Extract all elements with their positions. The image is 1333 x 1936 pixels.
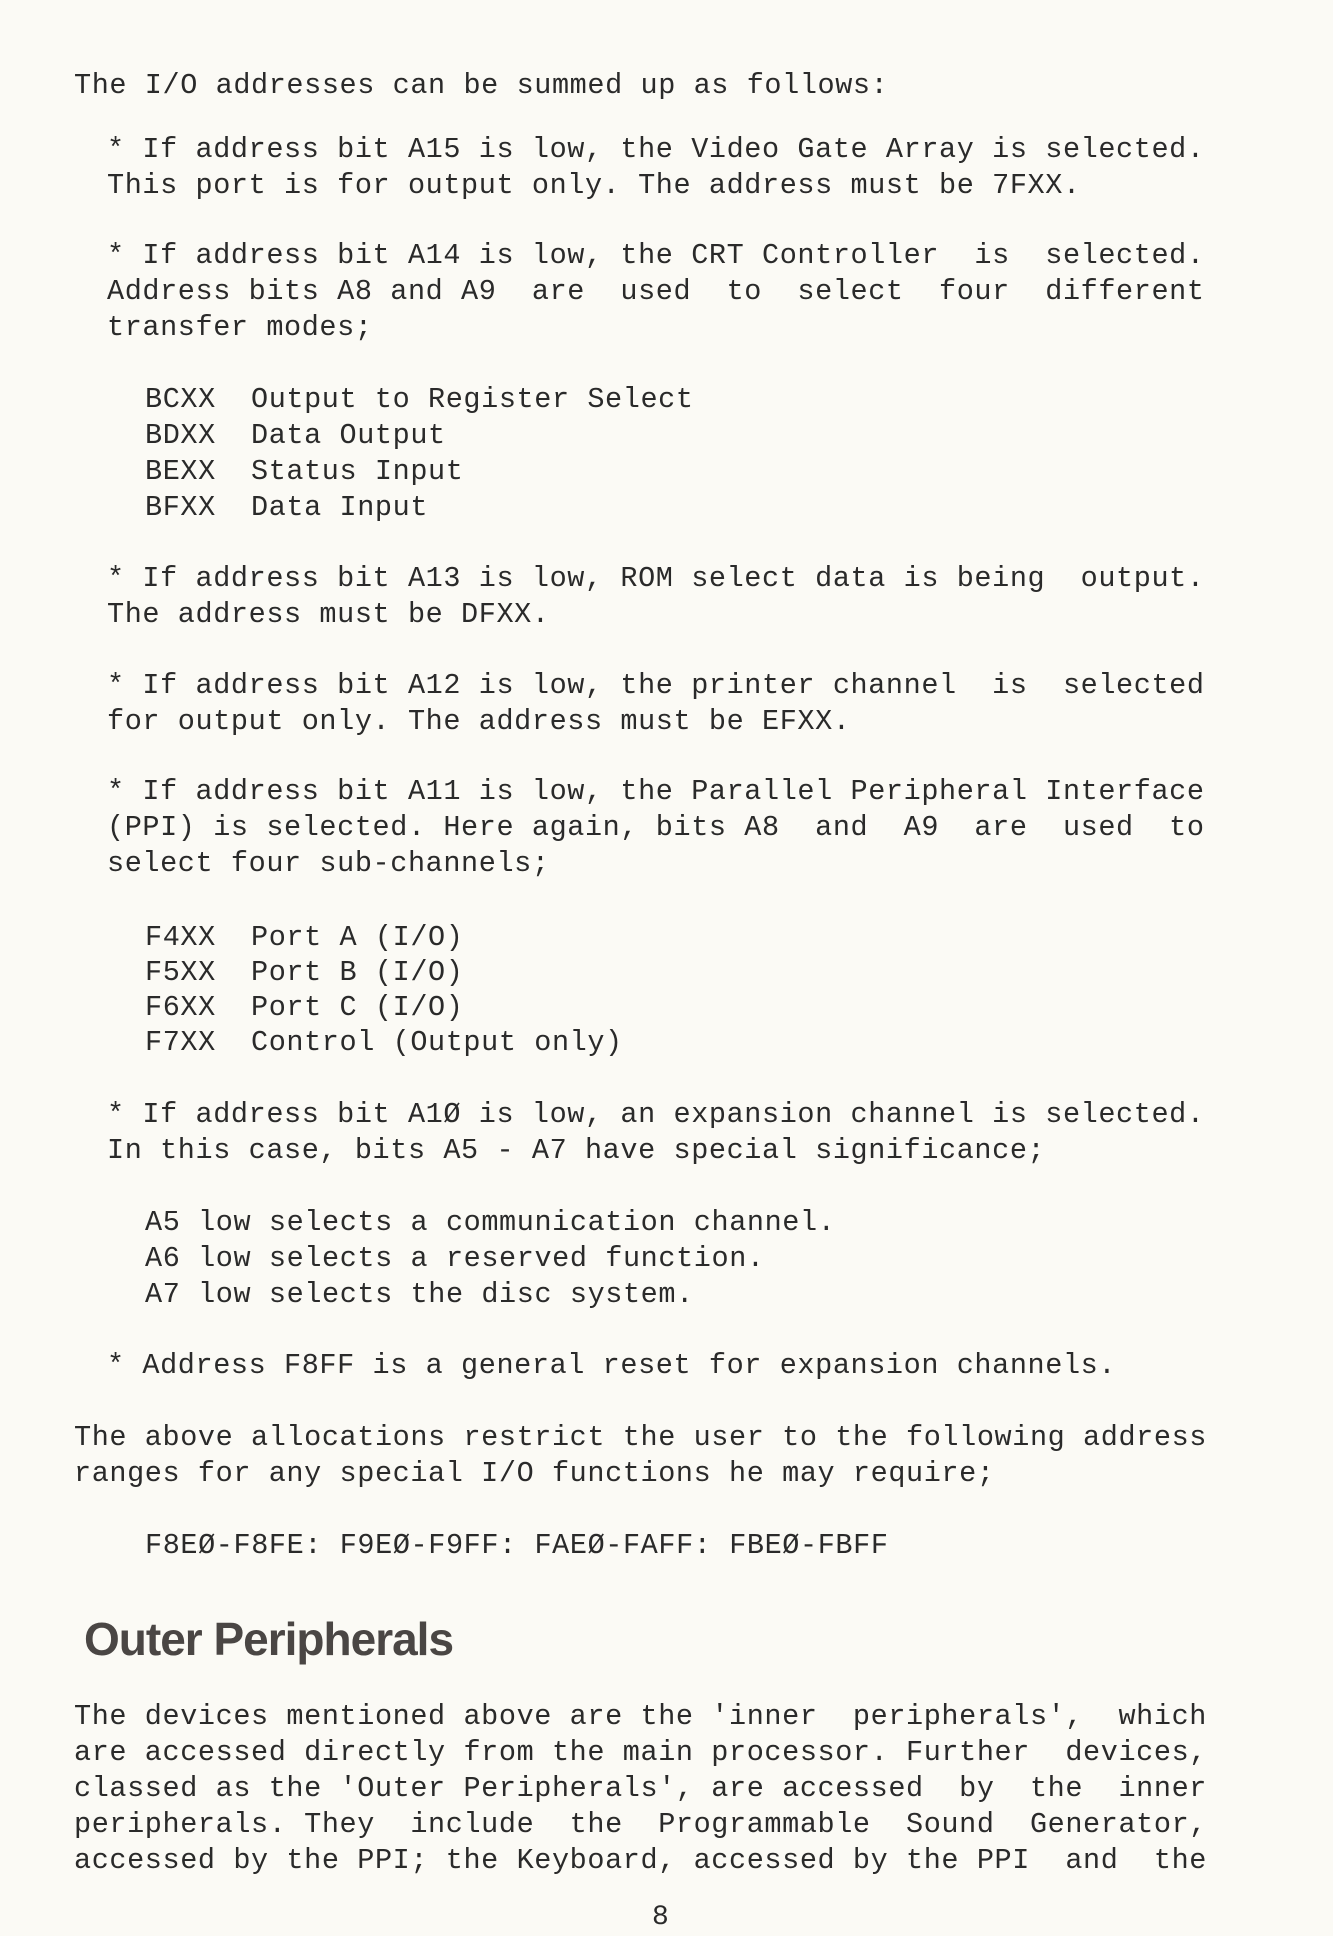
crtc-mode-code: BDXX <box>145 419 216 452</box>
outer-line-2: are accessed directly from the main processor. Further devices, <box>74 1736 1207 1769</box>
expansion-line: A5 low selects a communication channel. <box>145 1206 836 1239</box>
restrict-line-1: The above allocations restrict the user to the following address <box>74 1421 1207 1454</box>
ppi-port-desc: Port C (I/O) <box>251 991 464 1024</box>
a13-line-2: The address must be DFXX. <box>107 598 550 631</box>
expansion-line: A7 low selects the disc system. <box>145 1278 694 1311</box>
ppi-port-code: F4XX <box>145 921 216 954</box>
crtc-mode-desc: Output to Register Select <box>251 383 694 416</box>
crtc-mode-row <box>145 418 446 454</box>
a13-line-1: * If address bit A13 is low, ROM select data is being output. <box>107 562 1205 595</box>
a12-line-1: * If address bit A12 is low, the printer channel is selected <box>107 669 1205 702</box>
expansion-line: A6 low selects a reserved function. <box>145 1242 765 1275</box>
ppi-port-code: F7XX <box>145 1026 216 1059</box>
a11-line-2: (PPI) is selected. Here again, bits A8 and A9 are used to <box>107 811 1205 844</box>
outer-line-5: accessed by the PPI; the Keyboard, accessed by the PPI and the <box>74 1844 1207 1877</box>
a14-line-3: transfer modes; <box>107 311 373 344</box>
ppi-port-row <box>145 920 463 956</box>
crtc-mode-row <box>145 382 694 418</box>
crtc-mode-desc: Data Output <box>251 419 446 452</box>
a14-line-1: * If address bit A14 is low, the CRT Controller is selected. <box>107 239 1205 272</box>
a12-line-2: for output only. The address must be EFXX. <box>107 705 851 738</box>
a11-line-1: * If address bit A11 is low, the Parallel Peripheral Interface <box>107 775 1205 808</box>
outer-line-1: The devices mentioned above are the 'inner peripherals', which <box>74 1700 1207 1733</box>
outer-line-3: classed as the 'Outer Peripherals', are accessed by the inner <box>74 1772 1207 1805</box>
ppi-port-code: F5XX <box>145 956 216 989</box>
page-number: 8 <box>652 1902 669 1933</box>
section-heading: Outer Peripherals <box>84 1613 454 1665</box>
outer-line-4: peripherals. They include the Programmable Sound Generator, <box>74 1808 1207 1841</box>
crtc-mode-code: BFXX <box>145 491 216 524</box>
ppi-port-row <box>145 1025 623 1061</box>
a15-line-2: This port is for output only. The address must be 7FXX. <box>107 169 1081 202</box>
intro-text: The I/O addresses can be summed up as follows: <box>74 69 889 102</box>
crtc-mode-code: BEXX <box>145 455 216 488</box>
crtc-mode-desc: Status Input <box>251 455 464 488</box>
ppi-port-row <box>145 990 463 1026</box>
ppi-port-row <box>145 955 463 991</box>
restrict-line-2: ranges for any special I/O functions he may require; <box>74 1457 995 1490</box>
crtc-mode-row <box>145 490 428 526</box>
crtc-mode-code: BCXX <box>145 383 216 416</box>
address-ranges: F8EØ-F8FE: F9EØ-F9FF: FAEØ-FAFF: FBEØ-FBFF <box>145 1529 889 1562</box>
reset-line: * Address F8FF is a general reset for expansion channels. <box>107 1349 1117 1382</box>
ppi-port-desc: Port B (I/O) <box>251 956 464 989</box>
a10-line-2: In this case, bits A5 - A7 have special significance; <box>107 1134 1046 1167</box>
a15-line-1: * If address bit A15 is low, the Video Gate Array is selected. <box>107 133 1205 166</box>
crtc-mode-desc: Data Input <box>251 491 429 524</box>
a14-line-2: Address bits A8 and A9 are used to select four different <box>107 275 1205 308</box>
ppi-port-desc: Port A (I/O) <box>251 921 464 954</box>
ppi-port-code: F6XX <box>145 991 216 1024</box>
a10-line-1: * If address bit A1Ø is low, an expansion channel is selected. <box>107 1098 1205 1131</box>
a11-line-3: select four sub-channels; <box>107 847 550 880</box>
ppi-port-desc: Control (Output only) <box>251 1026 623 1059</box>
crtc-mode-row <box>145 454 463 490</box>
